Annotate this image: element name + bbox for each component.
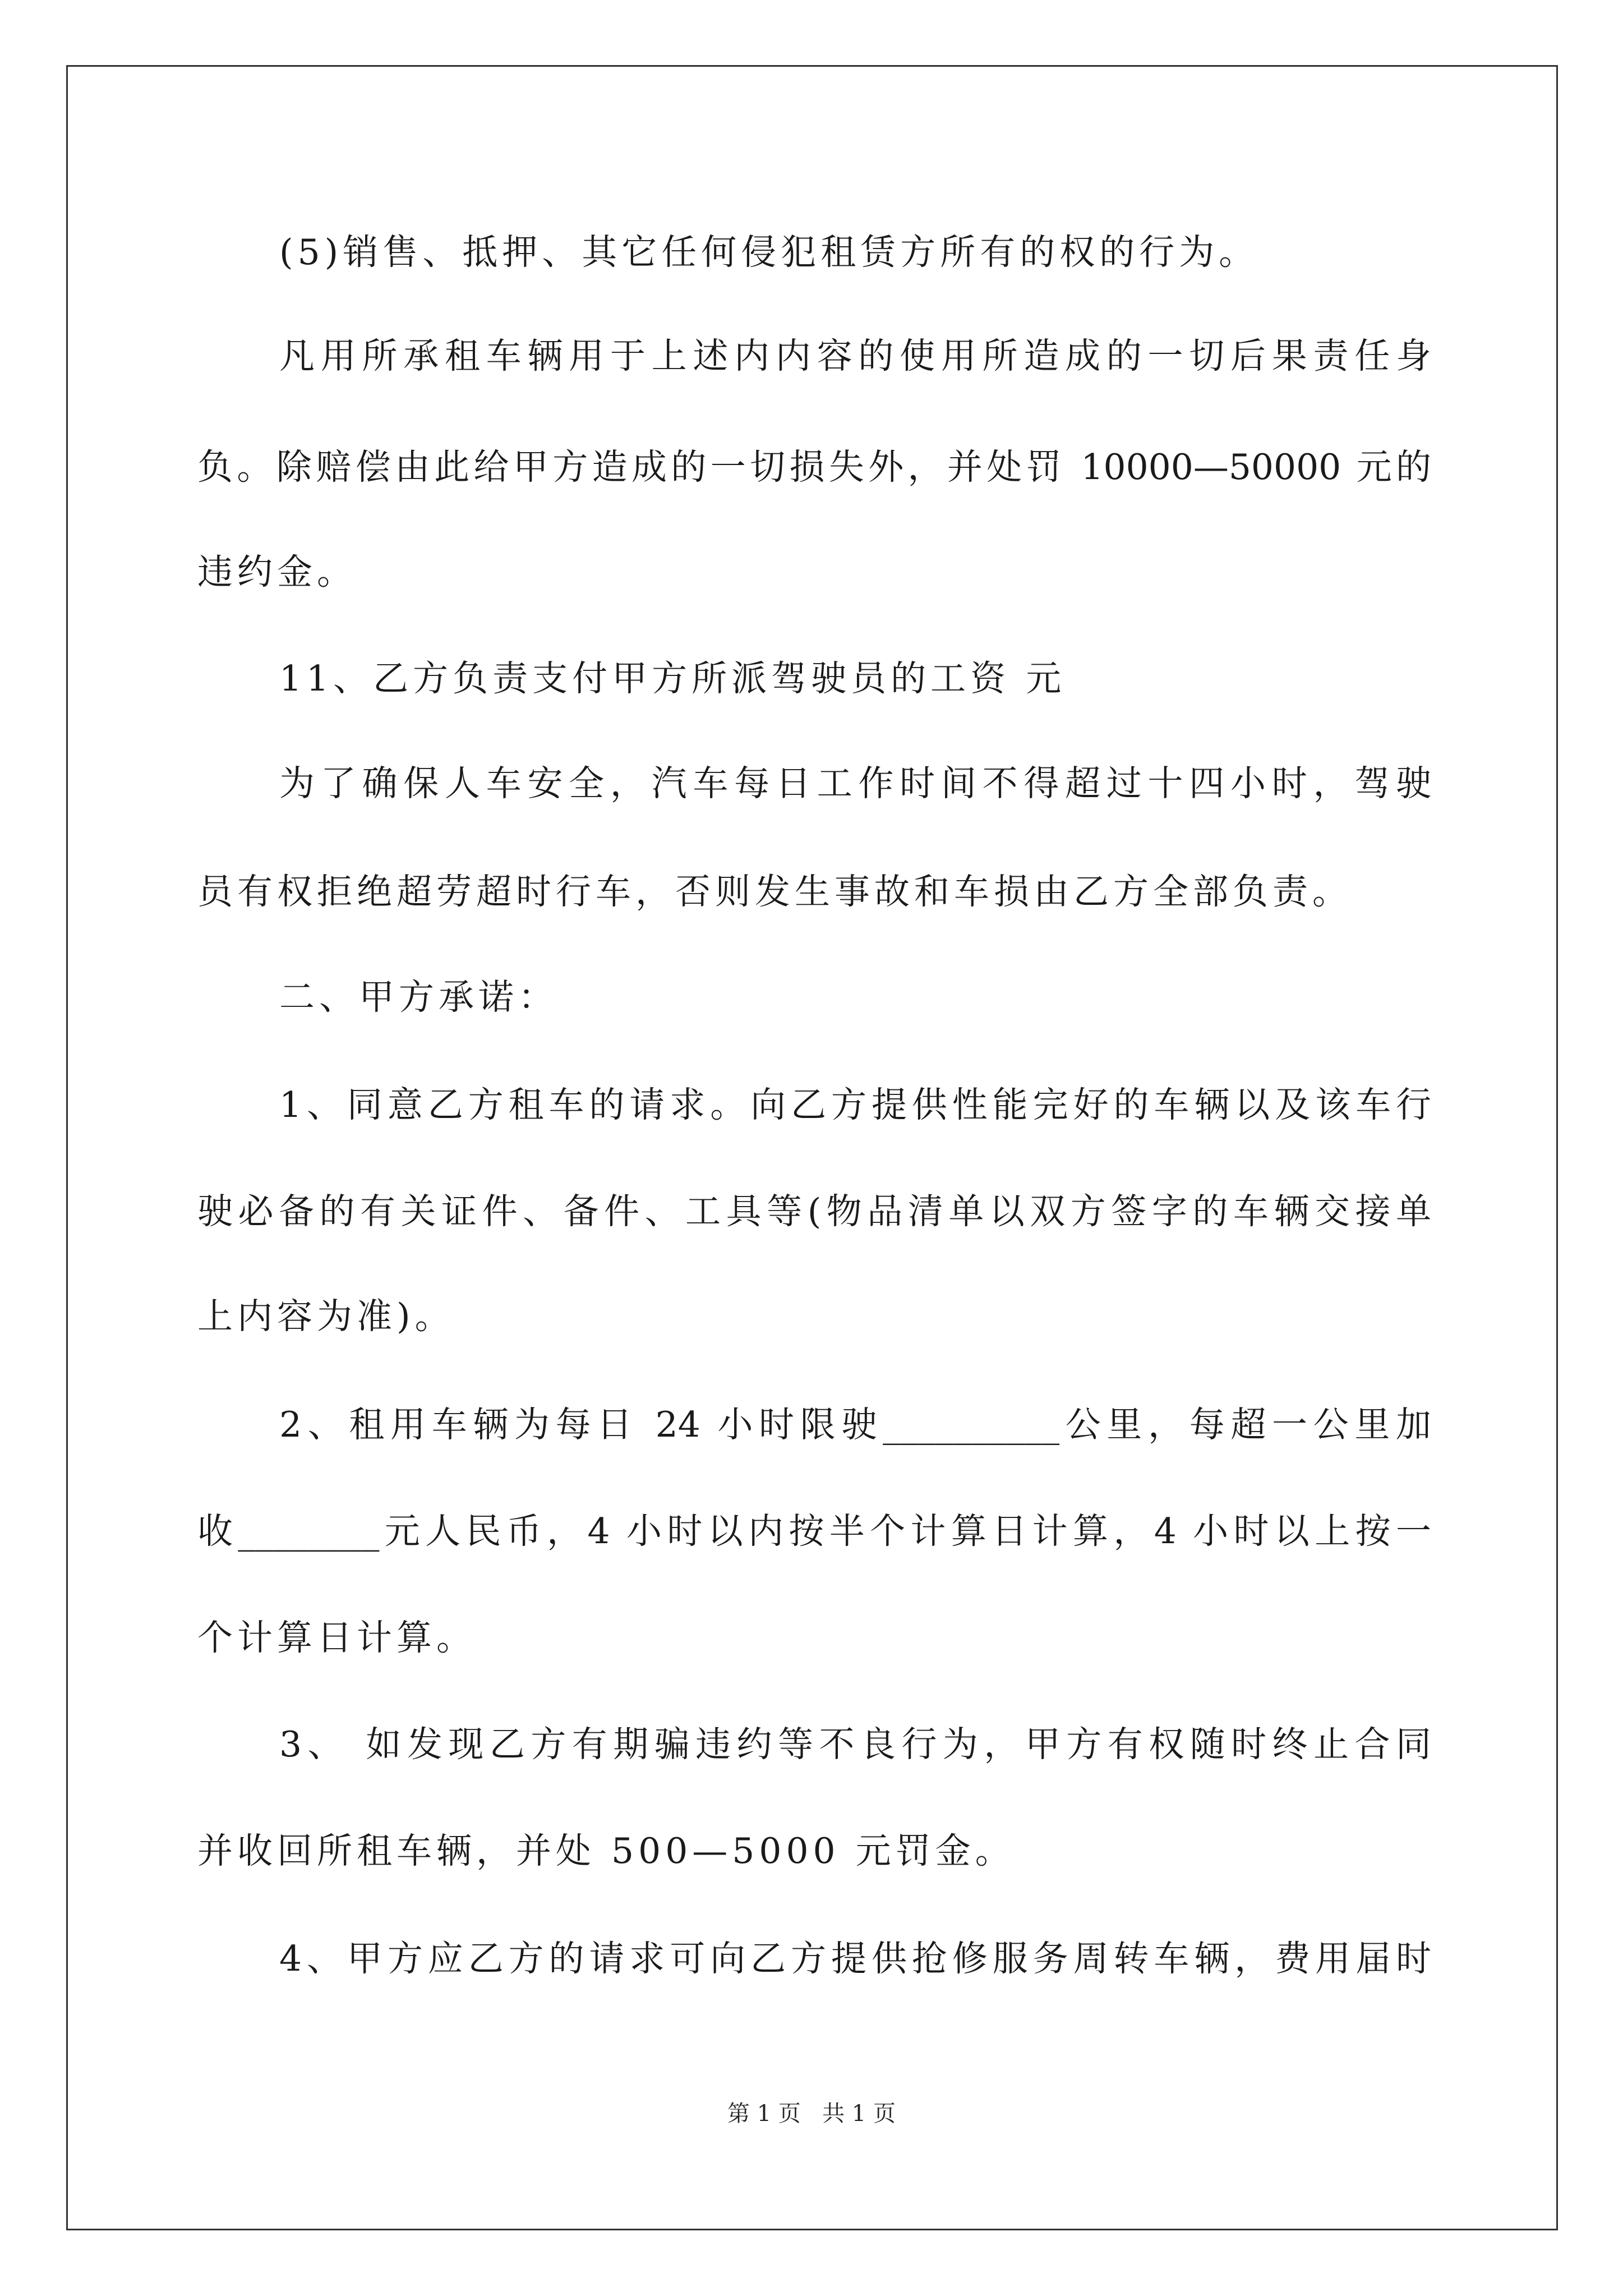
- section-heading: 二、甲方承诺：: [279, 977, 558, 1018]
- paragraph-line: 凡用所承租车辆用于上述内内容的使用所造成的一切后果责任身: [279, 335, 1431, 376]
- paragraph-line: 违约金。: [197, 551, 357, 592]
- paragraph-line: 2、租用车辆为每日 24 小时限驶__________公里，每超一公里加: [279, 1404, 1431, 1445]
- paragraph-line: 个计算日计算。: [197, 1617, 476, 1658]
- paragraph-line: 收________元人民币，4 小时以内按半个计算日计算，4 小时以上按一: [197, 1511, 1431, 1552]
- paragraph-line: 驶必备的有关证件、备件、工具等(物品清单以双方签字的车辆交接单: [197, 1191, 1431, 1232]
- paragraph-line: 4、甲方应乙方的请求可向乙方提供抢修服务周转车辆，费用届时: [279, 1938, 1431, 1979]
- paragraph-line: 并收回所租车辆，并处 500—5000 元罚金。: [197, 1830, 1015, 1871]
- paragraph-line: (5)销售、抵押、其它任何侵犯租赁方所有的权的行为。: [279, 232, 1259, 273]
- paragraph-line: 3、 如发现乙方有期骗违约等不良行为，甲方有权随时终止合同: [279, 1724, 1431, 1765]
- paragraph-line: 上内容为准)。: [197, 1296, 455, 1337]
- paragraph-line: 11、乙方负责支付甲方所派驾驶员的工资 元: [279, 658, 1066, 699]
- paragraph-line: 1、同意乙方租车的请求。向乙方提供性能完好的车辆以及该车行: [279, 1084, 1431, 1125]
- page-footer: 第 1 页 共 1 页: [727, 2101, 896, 2127]
- paragraph-line: 员有权拒绝超劳超时行车，否则发生事故和车损由乙方全部负责。: [197, 871, 1352, 912]
- paragraph-line: 负。除赔偿由此给甲方造成的一切损失外，并处罚 10000—50000 元的: [197, 447, 1431, 487]
- page-border: [66, 65, 1558, 2230]
- paragraph-line: 为了确保人车安全，汽车每日工作时间不得超过十四小时，驾驶: [279, 763, 1431, 804]
